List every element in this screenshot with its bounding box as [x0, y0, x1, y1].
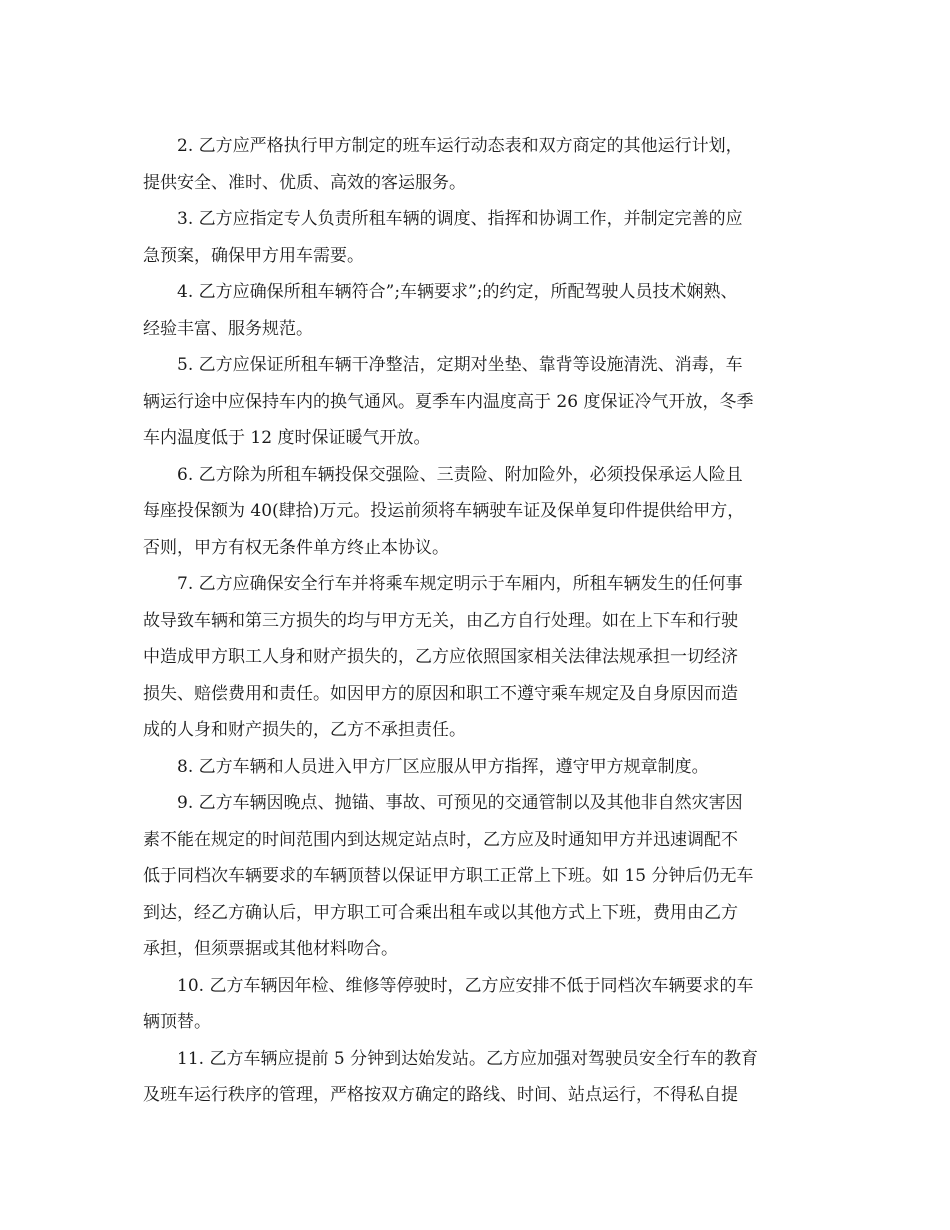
clause-8: 8. 乙方车辆和人员进入甲方厂区应服从甲方指挥，遵守甲方规章制度。: [177, 756, 709, 777]
document-body: [143, 128, 805, 1114]
clause-2: 2. 乙方应严格执行甲方制定的班车运行动态表和双方商定的其他运行计划， 提供安全、准时、优质、高效的客运服务。: [143, 136, 743, 193]
clause-9: 9. 乙方车辆因晚点、抛锚、事故、可预见的交通管制以及其他非自然灾害因 素不能在规定的时间范围内到达规定站点时，乙方应及时通知甲方并迅速调配不 低于同档次车辆要求的车辆顶替以保证甲方职工正常上下班。如 15 分钟后仍无车 到达，经乙方确认后，甲方职工可合乘出租车或以其他方式上下班，费用由乙方 承担，但须票据或其他材料吻合。: [143, 793, 754, 959]
clause-11: 11. 乙方车辆应提前 5 分钟到达始发站。乙方应加强对驾驶员安全行车的教育 及班车运行秩序的管理，严格按双方确定的路线、时间、站点运行，不得私自提: [143, 1048, 759, 1105]
clause-7: 7. 乙方应确保安全行车并将乘车规定明示于车厢内，所租车辆发生的任何事 故导致车辆和第三方损失的均与甲方无关，由乙方自行处理。如在上下车和行驶 中造成甲方职工人身和财产损失的，乙方应依照国家相关法律法规承担一切经济 损失、赔偿费用和责任。如因甲方的原因和职工不遵守乘车规定及自身原因而造 成的人身和财产损失的，乙方不承担责任。: [143, 574, 743, 740]
clause-10: 10. 乙方车辆因年检、维修等停驶时，乙方应安排不低于同档次车辆要求的车 辆顶替。: [143, 975, 754, 1032]
clause-5: 5. 乙方应保证所租车辆干净整洁，定期对坐垫、靠背等设施清洗、消毒，车 辆运行途中应保持车内的换气通风。夏季车内温度高于 26 度保证冷气开放，冬季 车内温度低于 12 度时保证暖气开放。: [143, 355, 754, 448]
clause-4: 4. 乙方应确保所租车辆符合”;车辆要求”;的约定，所配驾驶人员技术娴熟、 经验丰富、服务规范。: [143, 282, 738, 339]
clause-6: 6. 乙方除为所租车辆投保交强险、三责险、附加险外，必须投保承运人险且 每座投保额为 40(肆拾)万元。投运前须将车辆驶车证及保单复印件提供给甲方， 否则，甲方有权无条件单方终止本协议。: [143, 464, 745, 558]
clause-3: 3. 乙方应指定专人负责所租车辆的调度、指挥和协调工作，并制定完善的应 急预案，确保甲方用车需要。: [143, 209, 743, 266]
